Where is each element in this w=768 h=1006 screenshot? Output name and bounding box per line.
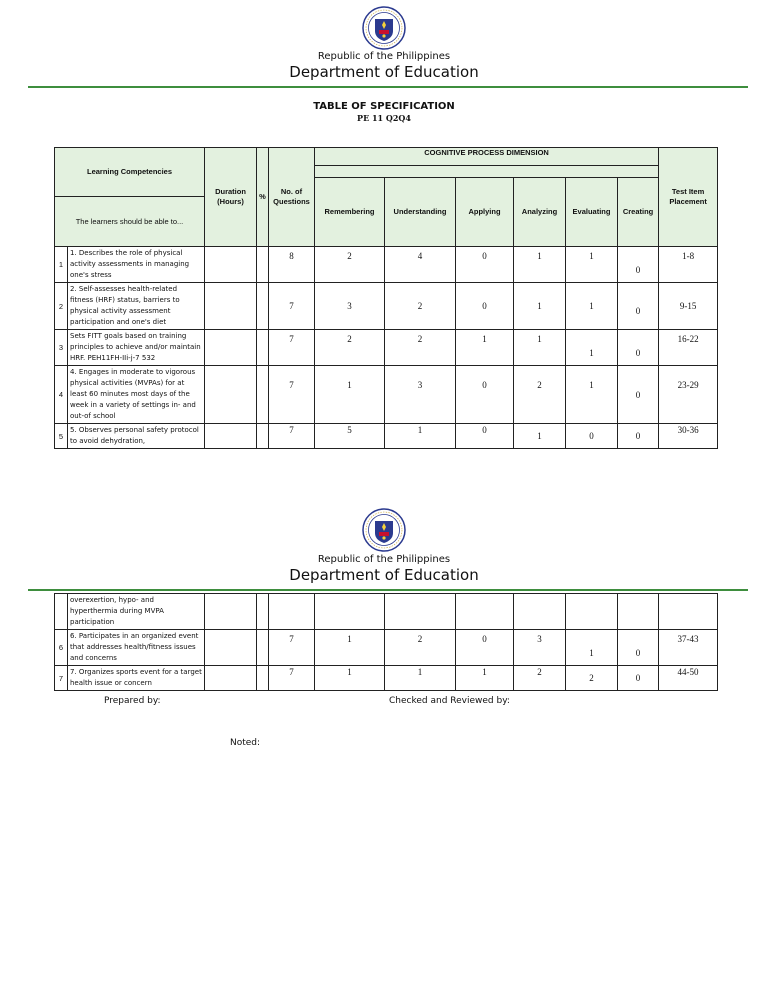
header-divider [28, 589, 748, 591]
duration-cell [205, 283, 257, 330]
percent-cell [257, 330, 269, 366]
remembering-cell: 3 [315, 283, 385, 330]
applying-cell: 0 [456, 283, 514, 330]
cognitive-subheader-blank [315, 166, 659, 178]
creating-cell: 0 [618, 366, 659, 424]
questions-cell: 7 [269, 666, 315, 691]
specification-table-continued [54, 593, 718, 691]
competency-text: overexertion, hypo- and hyperthermia during MVPA participation [68, 594, 205, 630]
checked-reviewed-label: Checked and Reviewed by: [389, 696, 510, 706]
header-divider [28, 86, 748, 88]
analyzing-cell: 1 [514, 424, 566, 449]
applying-header: Applying [456, 178, 514, 247]
understanding-cell: 2 [385, 630, 456, 666]
placement-cell [659, 594, 718, 630]
creating-cell: 0 [618, 424, 659, 449]
questions-cell: 7 [269, 424, 315, 449]
prepared-by-label: Prepared by: [104, 696, 161, 706]
creating-cell: 0 [618, 330, 659, 366]
percent-cell [257, 666, 269, 691]
duration-cell [205, 630, 257, 666]
republic-text: Republic of the Philippines [317, 554, 451, 565]
placement-cell: 37-43 [659, 630, 718, 666]
questions-cell [269, 594, 315, 630]
evaluating-cell: 1 [566, 283, 618, 330]
duration-cell [205, 330, 257, 366]
evaluating-cell: 2 [566, 666, 618, 691]
understanding-header: Understanding [385, 178, 456, 247]
applying-cell: 0 [456, 247, 514, 283]
questions-cell: 8 [269, 247, 315, 283]
competency-text: 7. Organizes sports event for a target health issue or concern [68, 666, 205, 691]
understanding-cell: 2 [385, 330, 456, 366]
evaluating-cell: 1 [566, 247, 618, 283]
placement-cell: 44-50 [659, 666, 718, 691]
questions-cell: 7 [269, 366, 315, 424]
evaluating-cell: 1 [566, 630, 618, 666]
percent-header: % [257, 148, 269, 247]
department-title: Department of Education [289, 63, 479, 81]
duration-cell [205, 666, 257, 691]
row-index: 6 [55, 630, 68, 666]
percent-cell [257, 594, 269, 630]
duration-cell [205, 247, 257, 283]
placement-cell: 1-8 [659, 247, 718, 283]
percent-cell [257, 247, 269, 283]
creating-header: Creating [618, 178, 659, 247]
analyzing-header: Analyzing [514, 178, 566, 247]
placement-cell: 23-29 [659, 366, 718, 424]
table-row [55, 283, 718, 330]
evaluating-cell [566, 594, 618, 630]
understanding-cell [385, 594, 456, 630]
competency-text: 1. Describes the role of physical activity assessments in managing one's stress [68, 247, 205, 283]
placement-cell: 9-15 [659, 283, 718, 330]
learners-able-subheader: The learners should be able to... [55, 197, 205, 247]
questions-cell: 7 [269, 330, 315, 366]
analyzing-cell: 1 [514, 247, 566, 283]
applying-cell: 0 [456, 366, 514, 424]
table-row [55, 666, 718, 691]
applying-cell: 0 [456, 424, 514, 449]
applying-cell: 1 [456, 666, 514, 691]
duration-header: Duration (Hours) [205, 148, 257, 247]
analyzing-cell: 3 [514, 630, 566, 666]
evaluating-header: Evaluating [566, 178, 618, 247]
remembering-cell: 5 [315, 424, 385, 449]
row-index [55, 594, 68, 630]
analyzing-cell: 2 [514, 666, 566, 691]
republic-text: Republic of the Philippines [317, 51, 451, 62]
percent-cell [257, 366, 269, 424]
creating-cell: 0 [618, 630, 659, 666]
remembering-cell [315, 594, 385, 630]
duration-cell [205, 366, 257, 424]
duration-cell [205, 424, 257, 449]
placement-cell: 30-36 [659, 424, 718, 449]
understanding-cell: 1 [385, 666, 456, 691]
competency-text: 2. Self-assesses health-related fitness (HRF) status, barriers to physical activity assessment participation and one's diet [68, 283, 205, 330]
duration-cell [205, 594, 257, 630]
table-row [55, 366, 718, 424]
department-title: Department of Education [289, 566, 479, 584]
creating-cell: 0 [618, 283, 659, 330]
table-row [55, 330, 718, 366]
table-row [55, 594, 718, 630]
remembering-cell: 1 [315, 630, 385, 666]
table-row [55, 424, 718, 449]
analyzing-cell [514, 594, 566, 630]
creating-cell [618, 594, 659, 630]
analyzing-cell: 1 [514, 330, 566, 366]
understanding-cell: 4 [385, 247, 456, 283]
creating-cell: 0 [618, 666, 659, 691]
applying-cell [456, 594, 514, 630]
row-index: 2 [55, 283, 68, 330]
competency-text: 4. Engages in moderate to vigorous physical activities (MVPAs) for at least 60 minutes most days of the week in a variety of settings in- and out-of school [68, 366, 205, 424]
understanding-cell: 1 [385, 424, 456, 449]
noted-label: Noted: [230, 738, 261, 748]
row-index: 5 [55, 424, 68, 449]
row-index: 7 [55, 666, 68, 691]
remembering-cell: 2 [315, 247, 385, 283]
no-questions-header: No. of Questions [269, 148, 315, 247]
evaluating-cell: 0 [566, 424, 618, 449]
document-title: TABLE OF SPECIFICATION [313, 101, 455, 112]
document-subtitle: PE 11 Q2Q4 [357, 113, 411, 123]
questions-cell: 7 [269, 630, 315, 666]
test-item-placement-header: Test Item Placement [659, 148, 718, 247]
evaluating-cell: 1 [566, 366, 618, 424]
applying-cell: 1 [456, 330, 514, 366]
creating-cell: 0 [618, 247, 659, 283]
understanding-cell: 2 [385, 283, 456, 330]
percent-cell [257, 283, 269, 330]
questions-cell: 7 [269, 283, 315, 330]
remembering-cell: 1 [315, 366, 385, 424]
placement-cell: 16-22 [659, 330, 718, 366]
deped-seal-logo [362, 508, 406, 552]
table-row [55, 630, 718, 666]
specification-table [54, 147, 718, 449]
row-index: 3 [55, 330, 68, 366]
learning-competencies-header: Learning Competencies [55, 148, 205, 197]
remembering-cell: 2 [315, 330, 385, 366]
percent-cell [257, 424, 269, 449]
remembering-cell: 1 [315, 666, 385, 691]
row-index: 4 [55, 366, 68, 424]
applying-cell: 0 [456, 630, 514, 666]
competency-text: 5. Observes personal safety protocol to avoid dehydration, [68, 424, 205, 449]
evaluating-cell: 1 [566, 330, 618, 366]
cognitive-dimension-header: COGNITIVE PROCESS DIMENSION [315, 148, 659, 166]
table-row [55, 247, 718, 283]
analyzing-cell: 2 [514, 366, 566, 424]
competency-text: Sets FITT goals based on training principles to achieve and/or maintain HRF. PEH11FH-IIi-j-7 532 [68, 330, 205, 366]
analyzing-cell: 1 [514, 283, 566, 330]
deped-seal-logo [362, 6, 406, 50]
percent-cell [257, 630, 269, 666]
remembering-header: Remembering [315, 178, 385, 247]
row-index: 1 [55, 247, 68, 283]
competency-text: 6. Participates in an organized event that addresses health/fitness issues and concerns [68, 630, 205, 666]
understanding-cell: 3 [385, 366, 456, 424]
